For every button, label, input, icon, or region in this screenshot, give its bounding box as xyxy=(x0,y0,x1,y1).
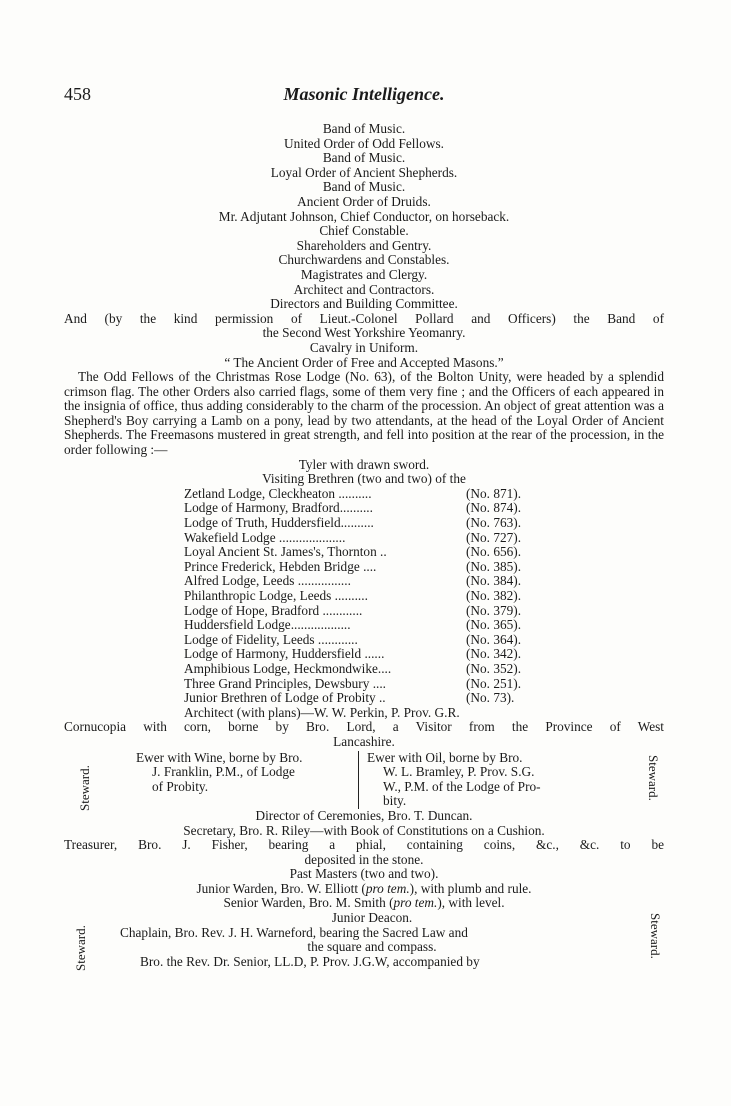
ewer-wine-line: of Probity. xyxy=(152,778,209,794)
lodge-row xyxy=(184,677,540,692)
ewer-wine-line: J. Franklin, P.M., of Lodge xyxy=(152,764,295,780)
chaplain-block xyxy=(64,910,664,972)
lodge-name: Wakefield Lodge .................... xyxy=(184,529,346,545)
lodge-number: (No. 382). xyxy=(466,588,522,603)
lodge-number: (No. 379). xyxy=(466,602,522,618)
lodge-row xyxy=(184,545,540,560)
senior-line: Bro. the Rev. Dr. Senior, LL.D, P. Prov. J.G.W, accompanied by xyxy=(140,953,480,969)
procession-list xyxy=(64,122,664,312)
pro-tem-text: pro tem. xyxy=(393,895,438,911)
junior-warden-text-end: ), with plumb and rule. xyxy=(409,880,532,896)
page-header xyxy=(64,84,664,108)
senior-warden-text-end: ), with level. xyxy=(437,895,505,911)
lodge-name: Philanthropic Lodge, Leeds .......... xyxy=(184,588,368,603)
visiting-line: Visiting Brethren (two and two) of the xyxy=(262,471,466,487)
past-masters-line: Past Masters (two and two). xyxy=(289,866,439,882)
lodge-row xyxy=(184,618,540,633)
lodge-number: (No. 656). xyxy=(466,544,522,560)
lodge-row xyxy=(184,589,540,604)
procession-item: Band of Music. xyxy=(322,179,406,195)
lodge-name: Alfred Lodge, Leeds ................ xyxy=(184,573,351,589)
ewer-oil-line: W. L. Bramley, P. Prov. S.G. xyxy=(383,764,535,780)
lodge-list xyxy=(184,487,540,721)
ewer-oil-column xyxy=(359,751,589,809)
ewer-wine-column xyxy=(136,751,359,809)
architect-line: Architect (with plans)—W. W. Perkin, P. Prov. G.R. xyxy=(184,704,460,720)
ewer-oil-line: W., P.M. of the Lodge of Pro- xyxy=(383,778,541,794)
chaplain-line-2: the square and compass. xyxy=(307,939,437,955)
junior-warden-line xyxy=(64,882,664,897)
lodge-name: Lodge of Harmony, Huddersfield ...... xyxy=(184,646,385,662)
lodge-name: Lodge of Fidelity, Leeds ............ xyxy=(184,631,358,647)
procession-item: Ancient Order of Druids. xyxy=(297,193,431,209)
lodge-name: Junior Brethren of Lodge of Probity .. xyxy=(184,690,386,706)
lodge-number: (No. 342). xyxy=(466,646,522,662)
director-line: Director of Ceremonies, Bro. T. Duncan. xyxy=(255,807,473,823)
procession-item: Band of Music. xyxy=(322,121,406,136)
steward-label-left: Steward. xyxy=(77,764,92,811)
page-body xyxy=(64,121,664,972)
cornucopia-line-1: Cornucopia with corn, borne by Bro. Lord, a Visitor from the Province of West xyxy=(64,719,664,735)
lodge-name: Zetland Lodge, Cleckheaton .......... xyxy=(184,485,372,501)
lodge-row xyxy=(184,604,540,619)
procession-item: Mr. Adjutant Johnson, Chief Conductor, on horseback. xyxy=(218,208,510,224)
senior-warden-line xyxy=(64,896,664,911)
page-number: 458 xyxy=(64,84,91,104)
lodge-name: Lodge of Truth, Huddersfield.......... xyxy=(184,515,374,531)
procession-item: Churchwardens and Constables. xyxy=(278,252,450,268)
band-line-1: And (by the kind permission of Lieut.-Colonel Pollard and Officers) the Band of xyxy=(64,310,664,326)
lodge-name: Three Grand Principles, Dewsbury .... xyxy=(184,675,386,691)
lodge-row xyxy=(184,487,540,502)
ancient-order-line: “ The Ancient Order of Free and Accepted Masons.” xyxy=(224,354,504,370)
treasurer-line-1: Treasurer, Bro. J. Fisher, bearing a phial, containing coins, &c., &c. to be xyxy=(64,837,664,853)
cavalry-line: Cavalry in Uniform. xyxy=(309,339,419,355)
lodge-number: (No. 365). xyxy=(466,617,522,633)
procession-item: Shareholders and Gentry. xyxy=(296,237,432,253)
lodge-number: (No. 727). xyxy=(466,529,522,545)
senior-warden-text: Senior Warden, Bro. M. Smith ( xyxy=(223,895,394,911)
lodge-name: Huddersfield Lodge.................. xyxy=(184,617,351,633)
odd-fellows-paragraph: The Odd Fellows of the Christmas Rose Lodge (No. 63), of the Bolton Unity, were headed by a splendid crimson flag. The other Orders also carried flags, some of them very fine ; and the Officers of each appeared in the insignia of office, thus adding considerably to the charm of the procession. An object of great attention was a Shepherd's Boy carrying a Lamb on a pony, lead by two attendants, at the head of the Loyal Order of Ancient Shepherds. The Freemasons mustered in great strength, and fell into position at the rear of the procession, in the order following :— xyxy=(64,369,664,458)
steward-label-left-2: Steward. xyxy=(73,925,88,972)
lodge-number: (No. 73). xyxy=(466,690,515,706)
procession-item: Loyal Order of Ancient Shepherds. xyxy=(270,164,458,180)
steward-label-right: Steward. xyxy=(646,754,661,801)
lodge-name: Prince Frederick, Hebden Bridge .... xyxy=(184,558,377,574)
lodge-row xyxy=(184,501,540,516)
procession-item: Directors and Building Committee. xyxy=(270,296,458,312)
lodge-name: Lodge of Hope, Bradford ............ xyxy=(184,602,363,618)
procession-item: Architect and Contractors. xyxy=(293,281,435,297)
ewer-columns xyxy=(64,751,664,809)
lodge-row xyxy=(184,662,540,677)
lodge-name: Amphibious Lodge, Heckmondwike.... xyxy=(184,660,392,676)
tyler-line: Tyler with drawn sword. xyxy=(298,456,430,472)
lodge-number: (No. 385). xyxy=(466,558,522,574)
ewer-oil-line: bity. xyxy=(383,793,407,809)
lodge-number: (No. 364). xyxy=(466,631,522,647)
procession-item: Chief Constable. xyxy=(319,223,409,239)
lodge-number: (No. 763). xyxy=(466,515,522,531)
junior-warden-text: Junior Warden, Bro. W. Elliott ( xyxy=(196,880,366,896)
procession-item: Band of Music. xyxy=(322,150,406,166)
ewer-wine-line: Ewer with Wine, borne by Bro. xyxy=(136,749,303,765)
lodge-row xyxy=(184,647,540,662)
lodge-number: (No. 384). xyxy=(466,573,522,589)
lodge-name: Loyal Ancient St. James's, Thornton .. xyxy=(184,544,387,560)
lodge-number: (No. 352). xyxy=(466,660,522,676)
lodge-number: (No. 251). xyxy=(466,675,522,691)
procession-item: Magistrates and Clergy. xyxy=(300,266,428,282)
ewer-oil-line: Ewer with Oil, borne by Bro. xyxy=(367,749,523,765)
lodge-row xyxy=(184,531,540,546)
lodge-row xyxy=(184,574,540,589)
steward-label-right-2: Steward. xyxy=(648,913,663,959)
lodge-row xyxy=(184,691,540,706)
lodge-row xyxy=(184,516,540,531)
treasurer-line-2: deposited in the stone. xyxy=(304,851,424,867)
band-line-2: the Second West Yorkshire Yeomanry. xyxy=(262,325,466,341)
lodge-row xyxy=(184,560,540,575)
lodge-name: Lodge of Harmony, Bradford.......... xyxy=(184,500,373,516)
lodge-number: (No. 871). xyxy=(466,485,522,501)
pro-tem-text: pro tem. xyxy=(365,880,410,896)
running-title: Masonic Intelligence. xyxy=(283,84,445,104)
junior-deacon-line: Junior Deacon. xyxy=(331,910,413,926)
chaplain-line-1: Chaplain, Bro. Rev. J. H. Warneford, bearing the Sacred Law and xyxy=(120,924,468,940)
secretary-line: Secretary, Bro. R. Riley—with Book of Constitutions on a Cushion. xyxy=(183,822,545,838)
cornucopia-line-2: Lancashire. xyxy=(333,733,395,749)
lodge-number: (No. 874). xyxy=(466,500,522,516)
procession-item: United Order of Odd Fellows. xyxy=(284,135,444,151)
lodge-row xyxy=(184,633,540,648)
